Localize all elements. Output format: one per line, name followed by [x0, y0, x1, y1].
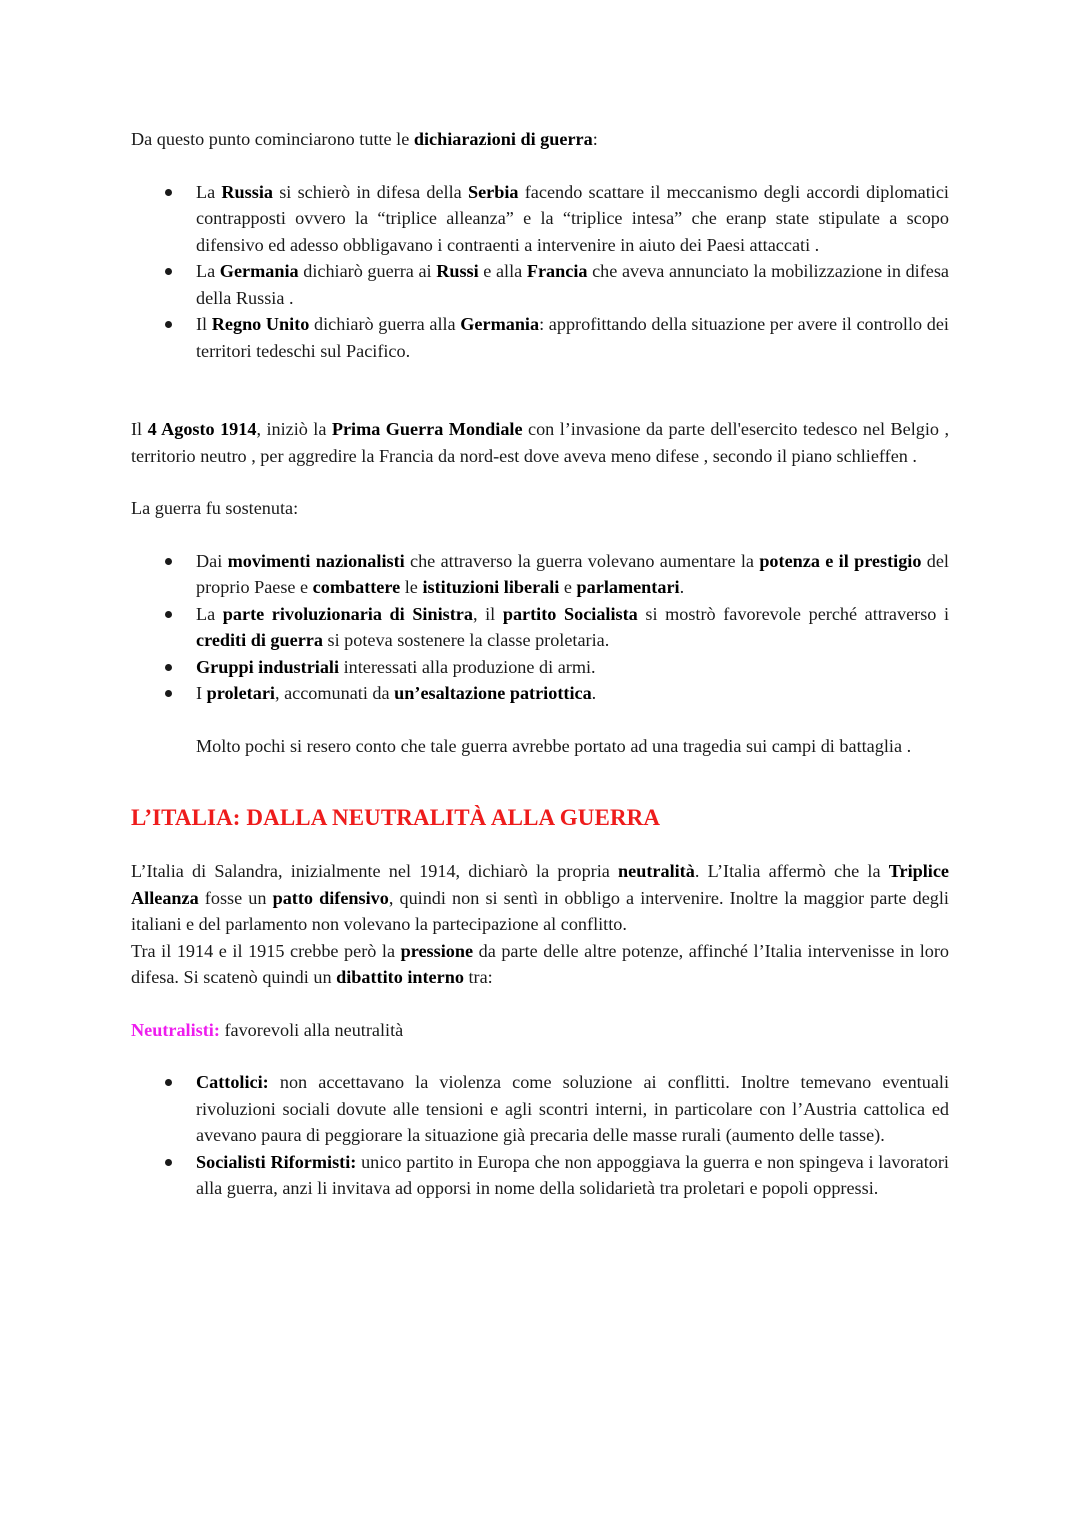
neutralists-list	[131, 1069, 949, 1202]
neutralists-label: Neutralisti:	[131, 1019, 220, 1040]
list-item: La Russia si schierò in difesa della Serbia facendo scattare il meccanismo degli accordi diplomatici contrapposti ovvero la “triplice alleanza” e la “triplice intesa” che eranp state stipulate a scopo difensivo ed adesso obbligavano i contraenti a intervenire in aiuto dei Paesi attaccati .	[131, 179, 949, 259]
declarations-list	[131, 179, 949, 365]
list-item: I proletari, accomunati da un’esaltazione patriottica.	[131, 680, 949, 707]
italy-paragraph: L’Italia di Salandra, inizialmente nel 1914, dichiarò la propria neutralità. L’Italia affermò che la Triplice Alleanza fosse un patto difensivo, quindi non si sentì in obbligo a intervenire. Inoltre la maggior parte degli italiani e del parlamento non volevano la partecipazione al conflitto. Tra il 1914 e il 1915 crebbe però la pressione da parte delle altre potenze, affinché l’Italia intervenisse in loro difesa. Si scatenò quindi un dibattito interno tra:	[131, 861, 950, 987]
section-title: L’ITALIA: DALLA NEUTRALITÀ ALLA GUERRA	[131, 805, 661, 830]
bullet-icon	[165, 1159, 172, 1166]
list-item: Dai movimenti nazionalisti che attraverso la guerra volevano aumentare la potenza e il prestigio del proprio Paese e combattere le istituzioni liberali e parlamentari.	[131, 548, 949, 601]
list-item: La Germania dichiarò guerra ai Russi e alla Francia che aveva annunciato la mobilizzazione in difesa della Russia .	[131, 258, 949, 311]
list-item: Gruppi industriali interessati alla produzione di armi.	[131, 654, 949, 681]
list-item: La parte rivoluzionaria di Sinistra, il partito Socialista si mostrò favorevole perché attraverso i crediti di guerra si poteva sostenere la classe proletaria.	[131, 601, 949, 654]
tragedy-note: Molto pochi si resero conto che tale guerra avrebbe portato ad una tragedia sui campi di battaglia .	[196, 735, 912, 756]
bullet-icon	[165, 321, 172, 328]
bullet-icon	[165, 558, 172, 565]
neutralists-heading: Neutralisti: favorevoli alla neutralità	[131, 1019, 404, 1040]
bullet-icon	[165, 1079, 172, 1086]
intro-paragraph: Da questo punto cominciarono tutte le dichiarazioni di guerra:	[131, 129, 598, 149]
supporters-list	[131, 548, 949, 707]
document-page	[131, 126, 949, 1202]
list-item: Cattolici: non accettavano la violenza come soluzione ai conflitti. Inoltre temevano eventuali rivoluzioni sociali dovute alle tensioni e agli scontri interni, in particolare con l’Austria cattolica ed avevano paura di peggiorare la situazione già precaria delle masse rurali (aumento delle tasse).	[131, 1069, 949, 1149]
list-item: Socialisti Riformisti: unico partito in Europa che non appoggiava la guerra e non spingeva i lavoratori alla guerra, anzi li invitava ad opporsi in nome della solidarietà tra proletari e popoli oppressi.	[131, 1149, 949, 1202]
bullet-icon	[165, 664, 172, 671]
bullet-icon	[165, 611, 172, 618]
bullet-icon	[165, 690, 172, 697]
war-start-paragraph: Il 4 Agosto 1914, iniziò la Prima Guerra Mondiale con l’invasione da parte dell'esercito tedesco nel Belgio , territorio neutro , per aggredire la Francia da nord-est dove aveva meno difese , secondo il piano schlieffen .	[131, 419, 949, 466]
bullet-icon	[165, 189, 172, 196]
list-item: Il Regno Unito dichiarò guerra alla Germania: approfittando della situazione per avere il controllo dei territori tedeschi sul Pacifico.	[131, 311, 949, 364]
support-intro: La guerra fu sostenuta:	[131, 498, 299, 518]
bullet-icon	[165, 268, 172, 275]
